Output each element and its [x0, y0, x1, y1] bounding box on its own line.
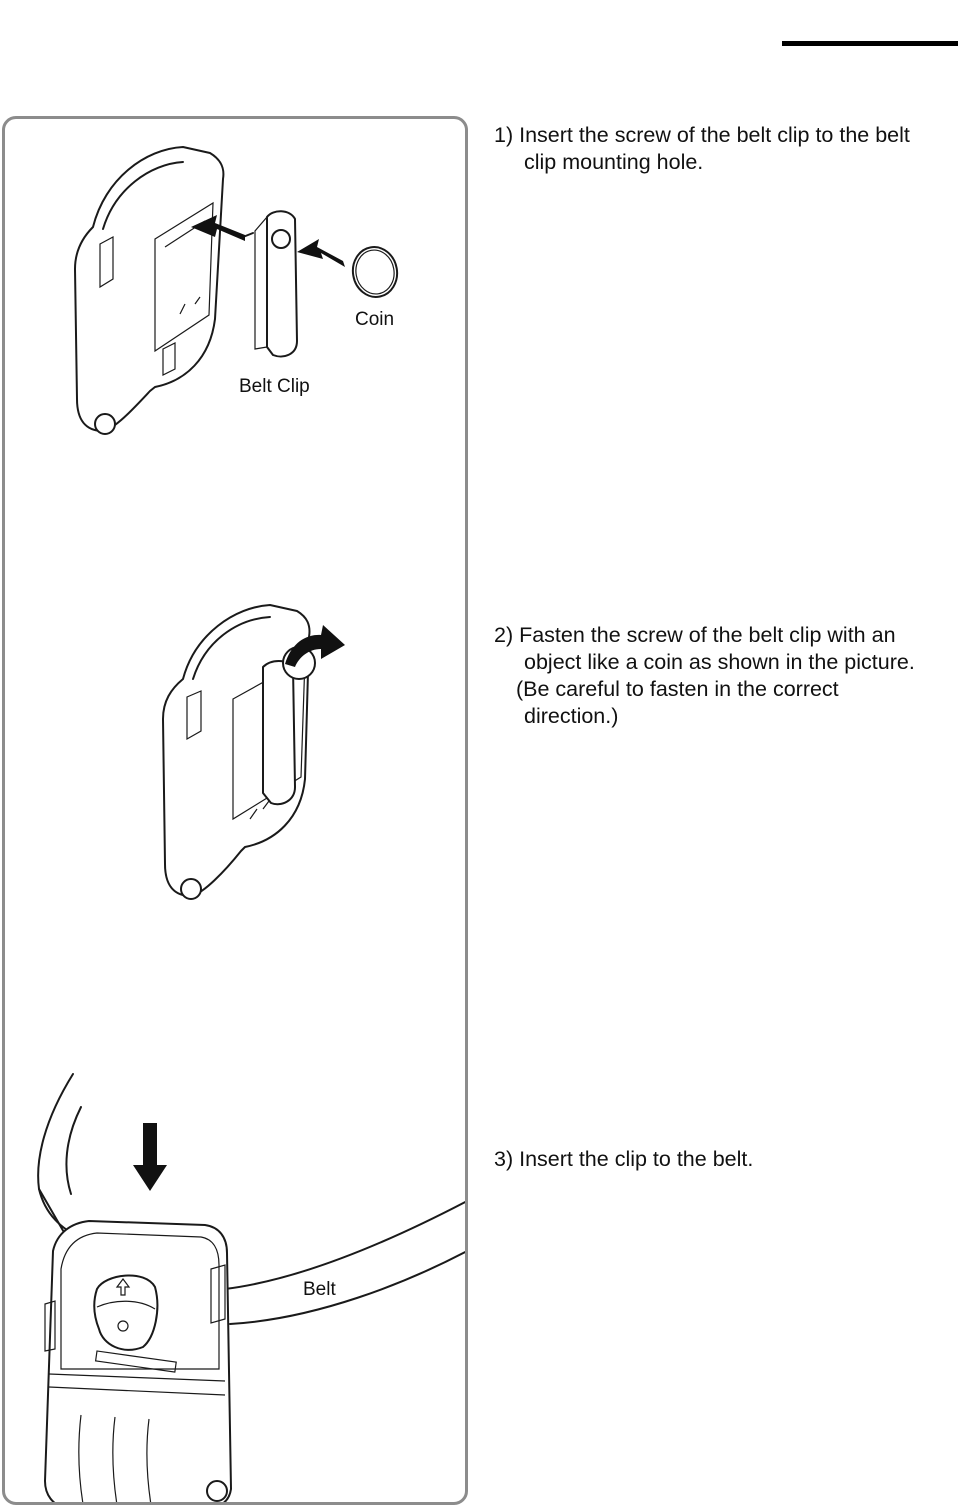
step-2: [494, 622, 970, 730]
coin-label: Coin: [355, 309, 395, 330]
step-3: [494, 1146, 970, 1173]
step-1: [494, 122, 970, 176]
belt-clip-illustration: [243, 211, 297, 356]
step-2-line-2: object like a coin as shown in the picture.: [524, 650, 915, 674]
step-2-line-4: direction.): [524, 704, 619, 728]
coin-icon: [349, 244, 401, 301]
illustration-panel: [2, 116, 468, 1505]
header-rule: [782, 41, 958, 46]
step-3-line-1: 3) Insert the clip to the belt.: [494, 1147, 754, 1171]
step-1-line-2: clip mounting hole.: [524, 150, 704, 174]
step-1-line-1: 1) Insert the screw of the belt clip to the belt: [494, 123, 910, 147]
illustration-svg: [5, 119, 468, 1505]
printer-front-illustration: [45, 1221, 231, 1505]
belt-label: Belt: [303, 1279, 336, 1300]
step-2-line-3: (Be careful to fasten in the correct: [516, 677, 839, 701]
arrow-icon: [133, 1123, 167, 1191]
printer-back-illustration-1: [75, 147, 223, 434]
belt-clip-label: Belt Clip: [239, 376, 310, 397]
arrow-icon: [297, 239, 345, 267]
step-2-line-1: 2) Fasten the screw of the belt clip with an: [494, 623, 896, 647]
